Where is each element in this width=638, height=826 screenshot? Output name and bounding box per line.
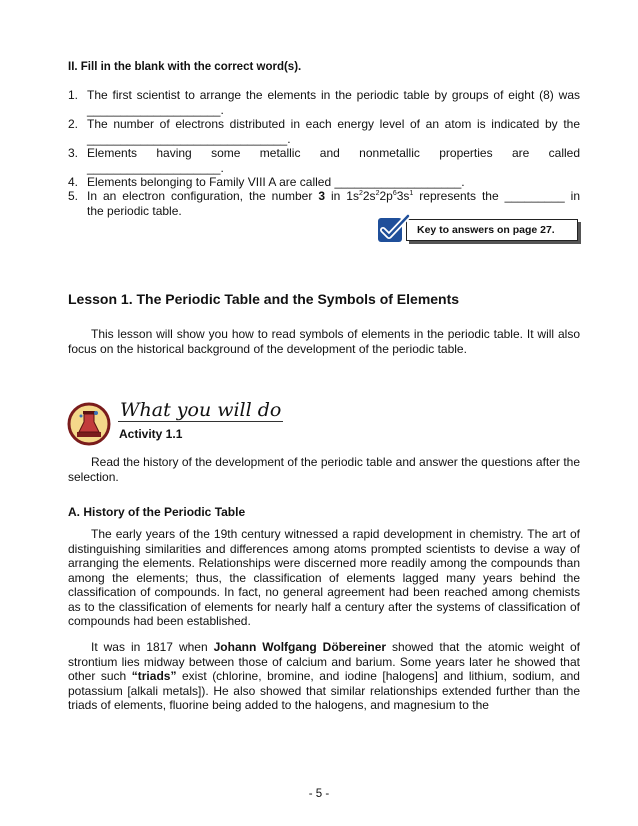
- section-heading: II. Fill in the blank with the correct word(s).: [68, 61, 302, 73]
- answer-blank: ____________________.: [87, 102, 224, 117]
- activity-intro: Read the history of the development of the periodic table and answer the questions after the selection.: [68, 455, 580, 484]
- checkmark-icon: [376, 213, 412, 245]
- question-number: 5.: [68, 189, 79, 203]
- question-text: Elements having some metallic and nonmetallic properties are called: [87, 146, 580, 160]
- lesson-intro: This lesson will show you how to read symbols of elements in the periodic table. It will also focus on the historical background of the development of the periodic table.: [68, 327, 580, 356]
- lab-flask-icon: [67, 402, 111, 446]
- question-text: In an electron configuration, the number 3 in $1s^22s^22p^63s^1$ represents the _________ in: [87, 189, 581, 203]
- question-number: 4.: [68, 175, 79, 189]
- question-number: 2.: [68, 117, 79, 131]
- history-paragraph-2: It was in 1817 when Johann Wolfgang Döbereiner showed that the atomic weight of strontium lies midway between those of calcium and barium. Some years later he showed that other such “triads” exist (chlorine, bromine, and iodine [halogens] and lithium, sodium, and potassium [alkali metals]). He also showed that similar relationships extended further than the triads of elements, fluorine being added to the halogens, and magnesium to the: [68, 640, 581, 712]
- lesson-title: Lesson 1. The Periodic Table and the Symbols of Elements: [68, 291, 460, 307]
- question-continuation: the periodic table.: [87, 203, 182, 218]
- answer-blank: ____________________.: [87, 160, 224, 175]
- title-underline: [118, 420, 283, 423]
- question-text: The number of electrons distributed in each energy level of an atom is indicated by the: [87, 117, 580, 131]
- history-heading: A. History of the Periodic Table: [68, 505, 246, 519]
- question-2: [68, 117, 580, 146]
- page-number: - 5 -: [308, 788, 330, 800]
- question-number: 3.: [68, 146, 79, 160]
- answer-key-text: Key to answers on page 27.: [417, 224, 555, 236]
- answer-blank: ______________________________.: [87, 131, 291, 146]
- question-number: 1.: [68, 88, 79, 102]
- question-5: [68, 189, 580, 218]
- activity-label: Activity 1.1: [119, 427, 183, 441]
- question-4: [68, 175, 580, 190]
- question-text: The first scientist to arrange the elements in the periodic table by groups of eight (8) was: [87, 88, 580, 102]
- history-paragraph-1: The early years of the 19th century witnessed a rapid development in chemistry. The art of distinguishing similarities and differences among atoms prompted scientists to devise a way of arranging the elements. Relationships were discerned more readily among the compounds than among the elements; thus, the classification of elements lagged many years behind the classification of compounds. In fact, no general agreement had been reached among chemists as to the classification of elements for nearly half a century after the systems of classification of compounds had been established.: [68, 527, 580, 628]
- question-text: Elements belonging to Family VIII A are called ___________________.: [87, 175, 465, 189]
- question-1: [68, 88, 580, 117]
- what-you-will-do-title: What you will do: [120, 399, 282, 421]
- question-3: [68, 146, 580, 175]
- answer-key-box: [406, 219, 578, 241]
